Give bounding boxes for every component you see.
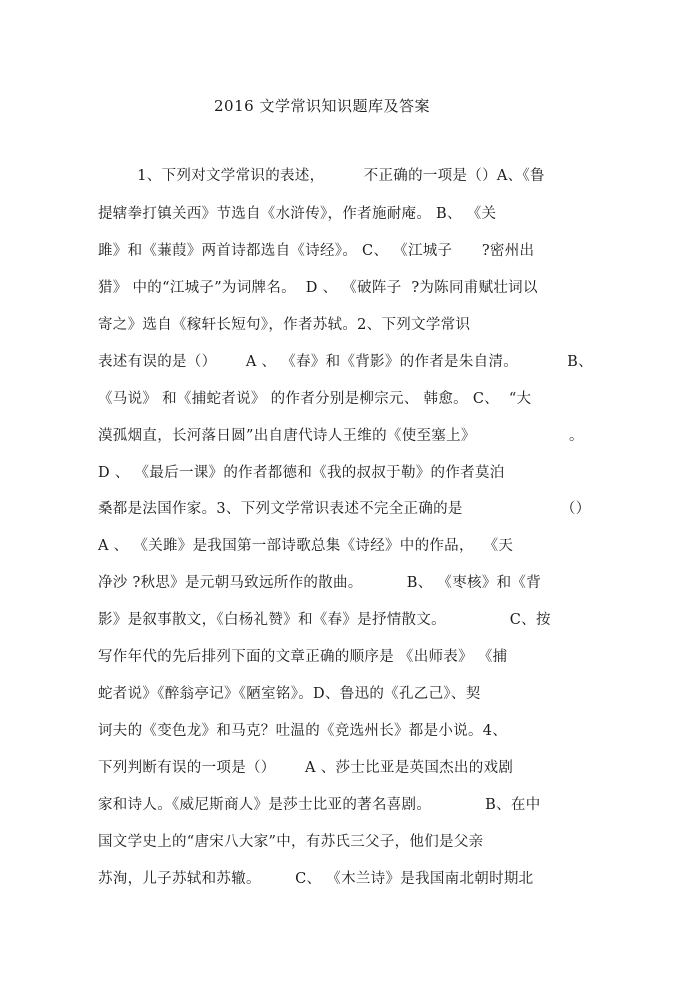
text-line: 《马说》 和《捕蛇者说》 的作者分别是柳宗元、 韩愈。 C、 “大: [98, 391, 532, 407]
text-line: 国文学史上的“唐宋八大家”中，有苏氏三父子，他们是父亲: [98, 834, 484, 850]
text-line: D 、 《最后一课》的作者都德和《我的叔叔于勒》的作者莫泊: [98, 465, 505, 481]
text-line: 1、下列对文学常识的表述， 不正确的一项是（）A、《鲁: [98, 168, 545, 184]
document-title: 2016 文学常识知识题库及答案: [214, 97, 430, 115]
text-line: 诃夫的《变色龙》和马克？吐温的《竞选州长》都是小说。4、: [98, 723, 508, 739]
text-line: 净沙 ?秋思》是元朝马致远所作的散曲。 B、 《枣核》和《背: [98, 575, 542, 591]
text-line: 表述有误的是（） A 、 《春》和《背影》的作者是朱自清。 B、: [98, 354, 593, 370]
text-line: 漠孤烟直，长河落日圆”出自唐代诗人王维的《使至塞上》 。: [98, 428, 584, 444]
text-line: 下列判断有误的一项是（） A 、莎士比亚是英国杰出的戏剧: [98, 760, 514, 776]
text-line: 写作年代的先后排列下面的文章正确的顺序是 《出师表》 《捕: [98, 649, 508, 665]
text-line: 苏洵，儿子苏轼和苏辙。 C、 《木兰诗》是我国南北朝时期北: [98, 871, 534, 887]
text-line: 雎》和《蒹葭》两首诗都选自《诗经》。 C、 《江城子 ?密州出: [98, 243, 535, 259]
text-line: 家和诗人。《威尼斯商人》是莎士比亚的著名喜剧。 B、在中: [98, 797, 541, 813]
text-line: 猎》 中的“江城子”为词牌名。 D 、 《破阵子 ?为陈同甫赋壮词以: [98, 280, 538, 296]
text-line: 蛇者说》《醉翁亭记》《陋室铭》。D、鲁迅的《孔乙己》、契: [98, 686, 481, 702]
text-line: 提辖拳打镇关西》节选自《水浒传》，作者施耐庵。 B、 《关: [98, 206, 497, 222]
text-line: A 、 《关雎》是我国第一部诗歌总集《诗经》中的作品， 《天: [98, 538, 514, 554]
text-line: 桑都是法国作家。3、下列文学常识表述不完全正确的是 （）: [98, 501, 591, 517]
text-line: 寄之》选自《稼轩长短句》，作者苏轼。2、下列文学常识: [98, 317, 471, 333]
text-line: 影》是叙事散文，《白杨礼赞》和《春》是抒情散文。 C、按: [98, 612, 551, 628]
